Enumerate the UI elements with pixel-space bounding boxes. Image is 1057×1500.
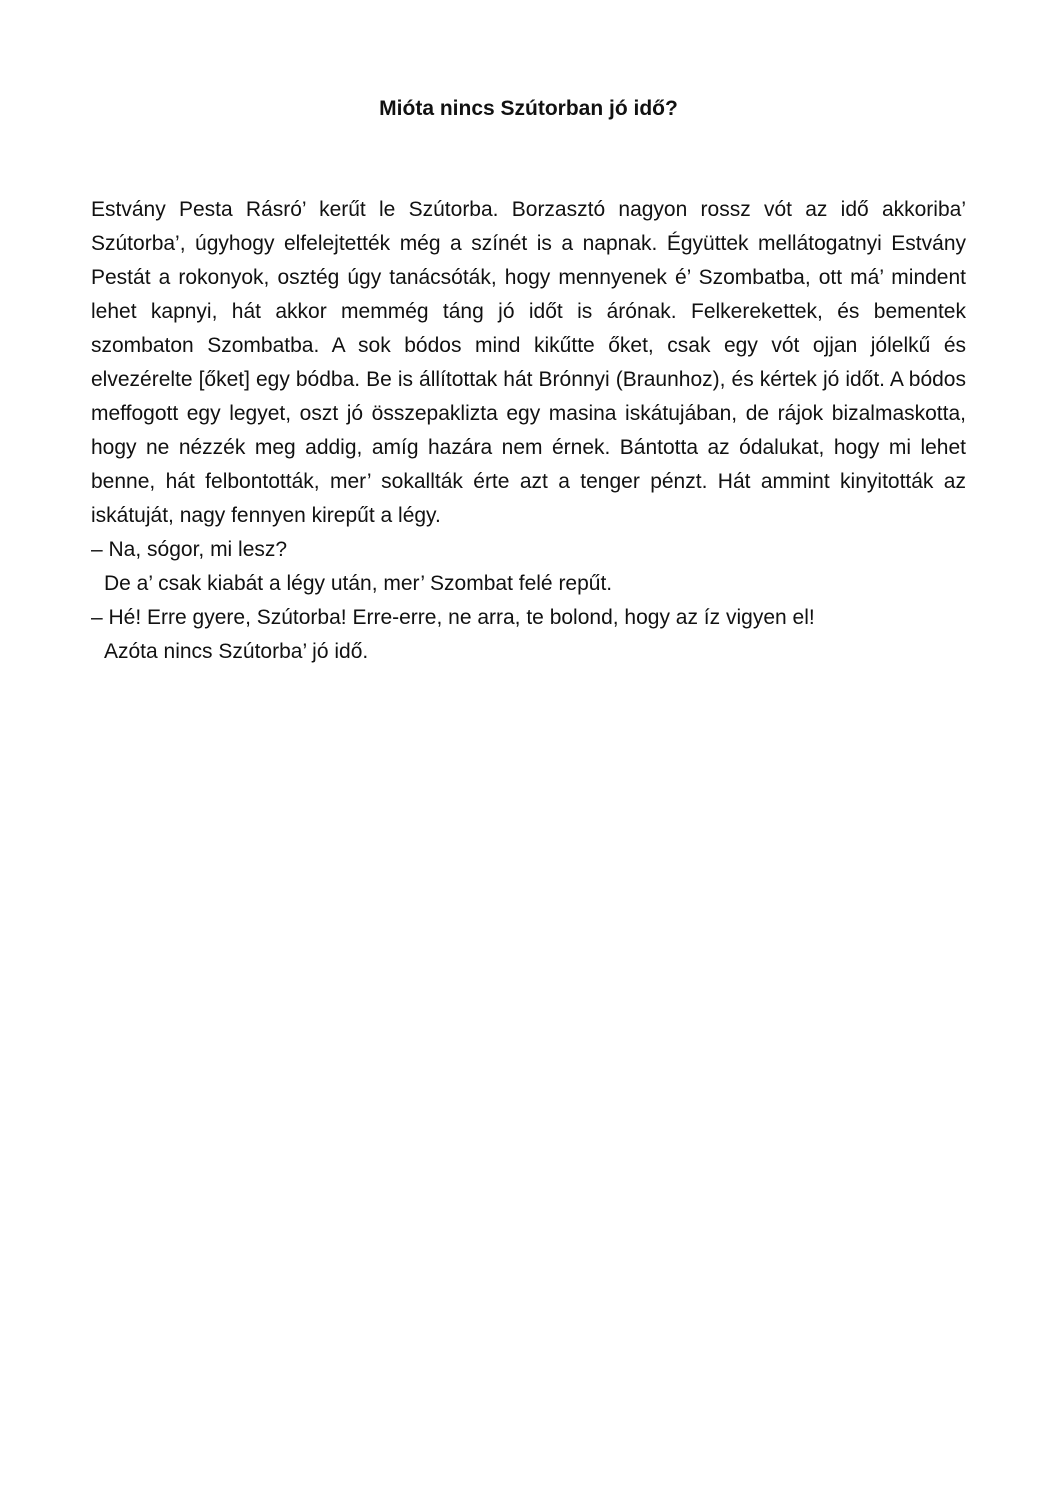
page-title: Mióta nincs Szútorban jó idő? bbox=[379, 97, 678, 120]
dialogue-line-1: – Na, sógor, mi lesz? bbox=[91, 538, 288, 561]
narration-line-1: De a’ csak kiabát a légy után, mer’ Szombat felé repűt. bbox=[104, 572, 613, 595]
narration-line-2: Azóta nincs Szútorba’ jó idő. bbox=[104, 640, 369, 663]
dialogue-line-2: – Hé! Erre gyere, Szútorba! Erre-erre, ne arra, te bolond, hogy az íz vigyen el! bbox=[91, 606, 815, 629]
story-paragraph: Estvány Pesta Rásró’ kerűt le Szútorba. Borzasztó nagyon rossz vót az idő akkoriba’ Szútorba’, úgyhogy elfelejtették még a színét is a napnak. Égyüttek mellátogatnyi Estvány Pestát a rokonyok, osztég úgy tanácsóták, hogy mennyenek é’ Szombatba, ott má’ mindent lehet kapnyi, hát akkor memmég táng jó időt is árónak. Felkerekettek, és bementek szombaton Szombatba. A sok bódos mind kikűtte őket, csak egy vót ojjan jólelkű és elvezérelte [őket] egy bódba. Be is állítottak hát Brónnyi (Braunhoz), és kértek jó időt. A bódos meffogott egy legyet, oszt jó összepaklizta egy masina iskátujában, de rájok bizalmaskotta, hogy ne nézzék meg addig, amíg hazára nem érnek. Bántotta az ódalukat, hogy mi lehet benne, hát felbontották, mer’ sokallták érte azt a tenger pénzt. Hát ammint kinyitották az iskátuját, nagy fennyen kirepűt a légy. bbox=[91, 198, 966, 527]
document-page bbox=[91, 0, 966, 1500]
story-body bbox=[91, 193, 966, 669]
